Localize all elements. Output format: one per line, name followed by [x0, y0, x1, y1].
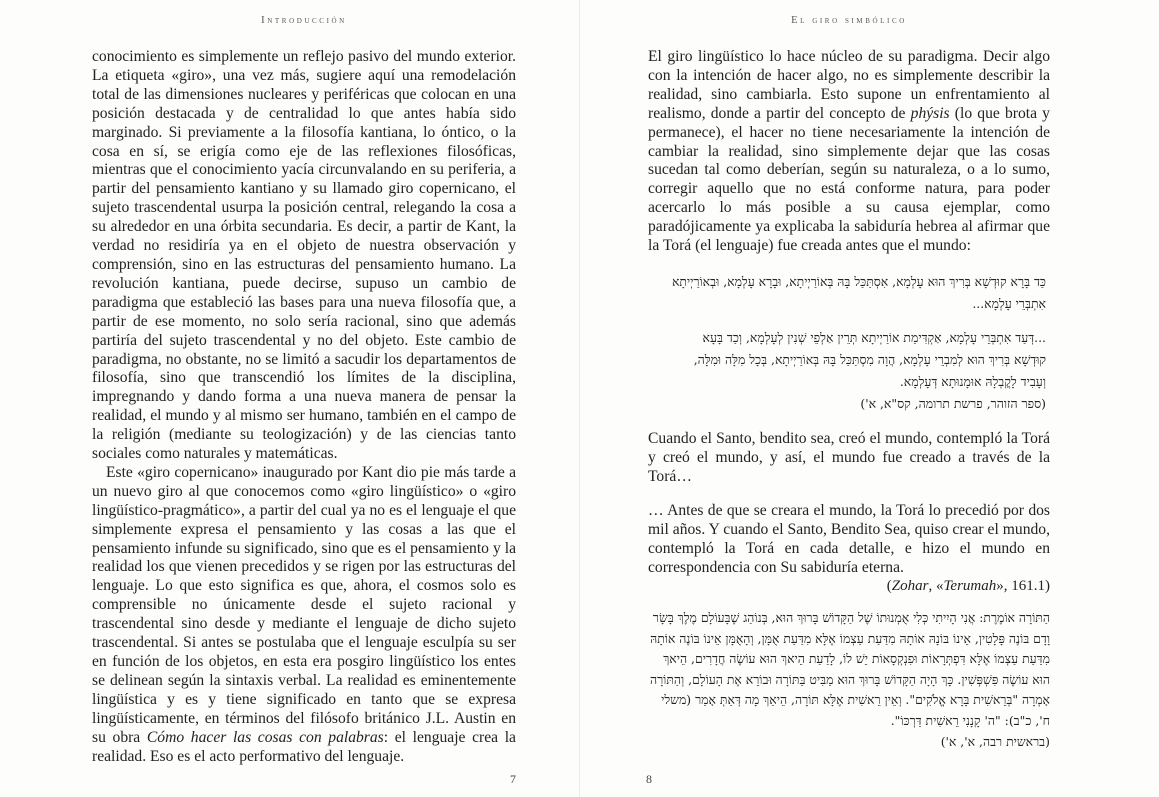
hebrew-quote-2: ...דְּעַד אִתְבְּרֵי עָלְמָא, אַקְדִּימַת אוֹרַיְיתָא תְּרֵין אַלְפֵי שְׁנִין לְעָלְמָא, וְכַד בָּעָא קוּדְשָׁא בְּרִיךְ הוּא לְמִבְרֵי עָלְמָא, הֲוָה מִסְתַּכַּל בָּהּ בְּאוֹרַיְיתָא, בְּכָל מִלָּה וּמִלָּה, וְעָבִיד לָקֳבְלָהּ אוּמָנוּתָא דְּעָלְמָא.	[693, 329, 1046, 389]
left-page-body	[92, 48, 516, 766]
left-page-number: 7	[510, 772, 516, 786]
right-intro-paragraph	[648, 48, 1050, 256]
right-page-number: 8	[646, 772, 652, 786]
spanish-quote-2: … Antes de que se creara el mundo, la Torá lo precedió por dos mil años. Y cuando el Santo, Bendito Sea, quiso crear el mundo, contempló la Torá en cada detalle, e hizo el mundo en correspondencia con Su sabiduría eterna.	[648, 501, 1050, 577]
right-page-body	[648, 48, 1050, 753]
citation-work: Zohar	[891, 578, 929, 595]
right-page	[580, 0, 1159, 797]
zohar-citation	[648, 577, 1050, 596]
left-paragraph-2-text: Este «giro copernicano» inaugurado por Kant dio pie más tarde a un nuevo giro al que conocemos como «giro lingüístico» o «giro lingüístico-pragmático», a partir del cual ya no es el lenguaje el que simplemente expresa el pensamiento y las cosas a las que el pensamiento infunde su significado, sino que es el pensamiento y la realidad los que vienen precedidos y se rigen por las estructuras del lenguaje. Lo que esto significa es que, ahora, el cosmos solo es comprensible no únicamente desde el sujeto racional y trascendental sino desde y mediante el lenguaje de dicho sujeto trascendental. Si antes se postulaba que el lenguaje esculpía su ser en función de los objetos, en esta era posgiro lingüístico los entes se delinean según la sintaxis verbal. La realidad es eminentemente lingüística y es y tiene significado en tanto que se expresa lingüísticamente, en términos del filósofo británico J.L. Austin en su obra	[92, 463, 516, 746]
physis-term: phýsis	[910, 104, 950, 122]
right-running-head: El giro simbólico	[791, 15, 907, 26]
intro-after: (lo que brota y permanece), el hacer no tiene necesariamente la intención de cambiar la realidad, sino simplemente dejar que las cosas sucedan tal como deberían, según su naturaleza, o a lo sumo, corregir aquello que no está conforme natura, para poder acercarlo lo más posible a su causa ejemplar, como paradójicamente ya explicaba la sabiduría hebrea al afirmar que la Torá (el lenguaje) fue creada antes que el mundo:	[648, 104, 1050, 255]
citation-section: Terumah	[943, 578, 997, 595]
citation-mid: , «	[928, 578, 944, 595]
intro-before: El giro lingüístico lo hace núcleo de su paradigma. Decir algo con la intención de hacer algo, no es simplemente describir la realidad, sino cambiarla. Esto supone un enfrentamiento al realismo, donde a partir del concepto de	[648, 48, 1050, 122]
spanish-quote-1: Cuando el Santo, bendito sea, creó el mundo, contempló la Torá y creó el mundo, y así, el mundo fue creado a través de la Torá…	[648, 429, 1050, 486]
hebrew-citation-1: (ספר הזוהר, פרשת תרומה, קס"א, א')	[860, 395, 1046, 411]
citation-tail: », 161.1)	[996, 578, 1050, 595]
book-title: Cómo hacer las cosas con palabras	[146, 728, 384, 746]
hebrew-quote-1: כַּד בָּרָא קוּדְשָׁא בְּרִיךְ הוּא עָלְמָא, אִסְתַּכַּל בָּהּ בְּאוֹרַיְיתָא, וּבָרָא עָלְמָא, וּבְאוֹרַיְיתָא אִתְבְּרֵי עָלְמָא...	[671, 273, 1046, 311]
hebrew-citation-2: (בראשית רבה, א', א')	[940, 734, 1050, 750]
left-paragraph-1: conocimiento es simplemente un reflejo pasivo del mundo exterior. La etiqueta «giro», una vez más, sugiere aquí una remodelación total de las dimensiones nucleares y periféricas que colocan en una posición destacada y de centralidad lo que antes había sido marginado. Si previamente a la filosofía kantiana, lo óntico, o la cosa en sí, se erigía como eje de las reflexiones filosóficas, mientras que el conocimiento yacía circunvalando en su periferia, a partir del pensamiento kantiano y su llamado giro copernicano, el sujeto trascendental usurpa la posición central, relegando la cosa a su alrededor en una órbita secundaria. Es decir, a partir de Kant, la verdad no residiría ya en el objeto de nuestra observación y comprensión, sino en las estructuras del pensamiento humano. La revolución kantiana, puede decirse, supuso un cambio de paradigma que estableció las bases para una nueva filosofía que, a partir de ese momento, no solo sería racional, sino que además partiría del sujeto trascendental y no del objeto. Este cambio de paradigma, no obstante, no se limitó a sacudir los departamentos de filosofía, sino que transcendió los límites de la disciplina, impregnando y dando forma a una nueva manera de pensar la realidad, el mundo y al mismo ser humano, también en el campo de la religión (mediante su teologización) y de las ciencias tanto sociales como naturales y matemáticas.	[92, 48, 516, 463]
left-running-head: Introducción	[261, 15, 347, 26]
left-paragraph-2-end: : el lenguaje crea la realidad. Eso es el acto performativo del lenguaje.	[92, 728, 516, 765]
hebrew-quote-3: הַתּוֹרָה אוֹמֶרֶת: אֲנִי הָיִיתִי כְּלִי אֻמְנוּתוֹ שֶׁל הַקָּדוֹשׁ בָּרוּךְ הוּא, בְּנוֹהַג שֶׁבָּעוֹלָם מֶלֶךְ בָּשָׂר וָדָם בּוֹנֶה פָּלָטִין, אֵינוֹ בּוֹנָהּ אוֹתָהּ מִדַּעַת עַצְמוֹ אֶלָּא מִדַּעַת אֻמָּן, וְהָאֻמָּן אֵינוֹ בּוֹנֶה אוֹתָהּ מִדַּעַת עַצְמוֹ אֶלָּא דִּפְתְּרָאוֹת וּפִנְקְסָאוֹת יֵשׁ לוֹ, לָדַעַת הֵיאךְ הוּא עוֹשֶׂה חֲדָרִים, הֵיאךְ הוּא עוֹשֶׂה פִּשְׁפְּשִׁין. כָּךְ הָיָה הַקָּדוֹשׁ בָּרוּךְ הוּא מַבִּיט בַּתּוֹרָה וּבוֹרֵא אֶת הָעוֹלָם, וְהַתּוֹרָה אָמְרָה "בְּרֵאשִׁית בָּרָא אֱלֹקִים". וְאֵין רֵאשִׁית אֶלָּא תּוֹרָה, הֵיאַךְ מָה דְּאַתְּ אָמַר (משלי ח', כ"ב): "ה' קָנָנִי רֵאשִׁית דַּרְכּוֹ".	[649, 610, 1050, 728]
left-paragraph-2	[92, 464, 516, 767]
citation-open: (	[886, 578, 892, 595]
